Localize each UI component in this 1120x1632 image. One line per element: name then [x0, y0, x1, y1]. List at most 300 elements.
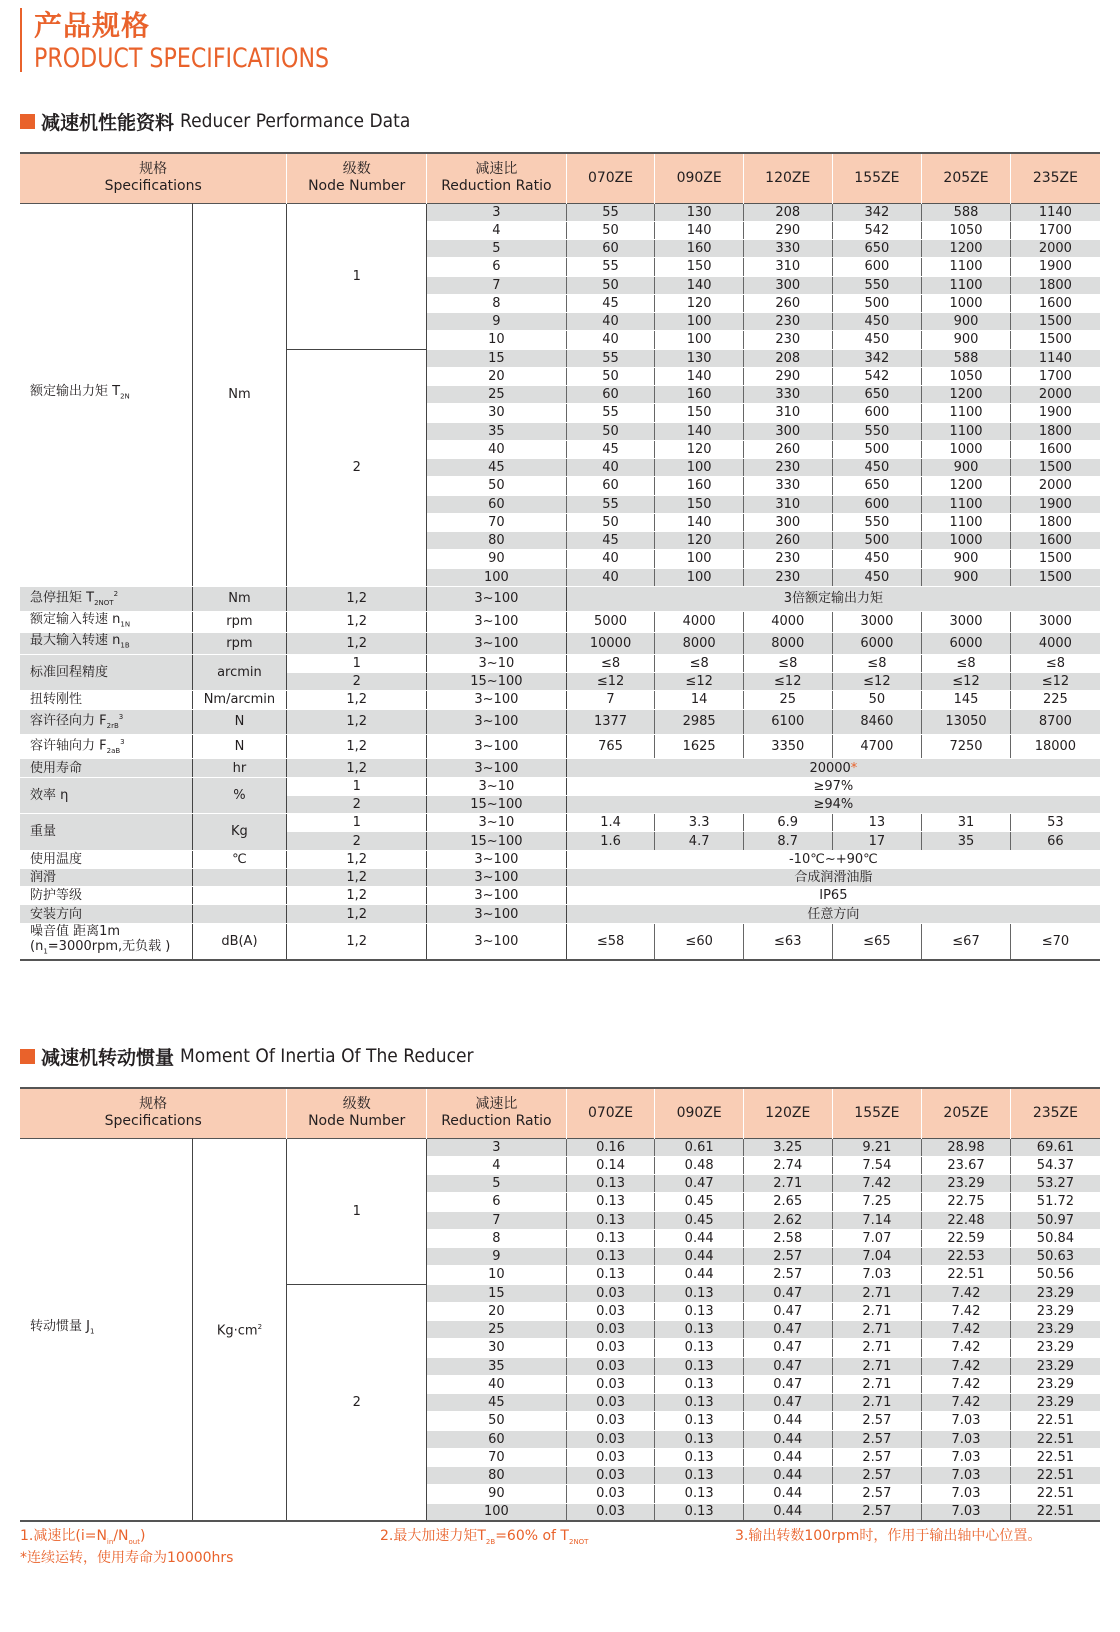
ratio-cell: 3~100	[427, 850, 567, 868]
value-cell: 23.29	[1010, 1302, 1100, 1320]
stage-cell: 2	[287, 1284, 427, 1521]
value-cell: 1600	[1010, 532, 1100, 550]
text: 容许径向力 F	[30, 712, 107, 728]
header-spec-en: Specifications	[104, 1113, 202, 1130]
table-row	[20, 814, 1100, 832]
row-unit: N	[192, 709, 287, 734]
footnote-4: *连续运转，使用寿命为10000hrs	[20, 1550, 234, 1566]
value-cell: 2.71	[832, 1339, 922, 1357]
value-cell: 550	[832, 422, 922, 440]
value-cell: 1100	[922, 495, 1011, 513]
value-cell: 900	[922, 313, 1011, 331]
subscript: 1	[89, 1327, 95, 1336]
text: 额定输出力矩 T	[30, 384, 121, 400]
row-unit: hr	[192, 759, 287, 777]
value-cell: 150	[655, 495, 744, 513]
value-cell: 8460	[832, 709, 922, 734]
value-cell: 60	[566, 477, 655, 495]
page-header	[20, 8, 382, 72]
row-unit	[192, 905, 287, 923]
value-text: 20000	[809, 760, 851, 776]
value-cell: 0.13	[566, 1229, 655, 1247]
ratio-cell: 50	[427, 477, 567, 495]
value-cell: 1500	[1010, 331, 1100, 349]
value-cell: 3.25	[743, 1138, 832, 1156]
stage-cell: 1	[287, 203, 427, 349]
row-label	[20, 868, 192, 886]
ratio-cell: 7	[427, 1211, 567, 1229]
value-cell: 4.7	[655, 832, 744, 850]
value-cell: 9.21	[832, 1138, 922, 1156]
header-spec-en: Specifications	[104, 178, 202, 195]
value-cell: 160	[655, 477, 744, 495]
value-cell: 0.16	[566, 1138, 655, 1156]
table-row	[20, 586, 1100, 611]
table-row	[20, 777, 1100, 795]
ratio-cell: 50	[427, 1412, 567, 1430]
value-cell: 2.57	[832, 1503, 922, 1521]
value-cell: 7.03	[922, 1485, 1011, 1503]
value-cell: 0.13	[655, 1339, 744, 1357]
value-cell: 1.6	[566, 832, 655, 850]
value-cell: 0.47	[743, 1357, 832, 1375]
header-model: 090ZE	[655, 1088, 744, 1138]
value-cell: 450	[832, 459, 922, 477]
ratio-cell: 3~10	[427, 777, 567, 795]
section-title-cn: 减速机转动惯量	[41, 1046, 175, 1069]
value-cell: 22.51	[1010, 1448, 1100, 1466]
value-cell: 23.29	[1010, 1321, 1100, 1339]
value-cell: 2.57	[743, 1266, 832, 1284]
node-cell: 1,2	[287, 734, 427, 759]
ratio-cell: 15~100	[427, 832, 567, 850]
value-cell: 140	[655, 367, 744, 385]
value-cell: 8700	[1010, 709, 1100, 734]
value-cell: ≤8	[1010, 654, 1100, 672]
value-cell: 1050	[922, 367, 1011, 385]
ratio-cell: 9	[427, 1248, 567, 1266]
value-cell: 310	[743, 258, 832, 276]
ratio-cell: 3~10	[427, 654, 567, 672]
value-cell: 55	[566, 258, 655, 276]
value-cell: 0.03	[566, 1394, 655, 1412]
value-cell: 2000	[1010, 386, 1100, 404]
value-cell: 450	[832, 550, 922, 568]
value-cell: 22.59	[922, 1229, 1011, 1247]
value-cell: 450	[832, 331, 922, 349]
value-cell: 22.51	[1010, 1430, 1100, 1448]
table-row	[20, 611, 1100, 633]
row-unit: Kg	[192, 814, 287, 851]
node-cell: 1,2	[287, 850, 427, 868]
text: (n	[30, 938, 44, 954]
value-cell: 23.29	[922, 1175, 1011, 1193]
footnote-text: )	[139, 1528, 146, 1544]
value-cell: 0.13	[566, 1175, 655, 1193]
row-label	[20, 905, 192, 923]
value-cell: 55	[566, 495, 655, 513]
value-cell: 0.13	[655, 1412, 744, 1430]
value-cell: 2.65	[743, 1193, 832, 1211]
text: 急停扭矩 T	[30, 590, 95, 606]
node-cell: 1,2	[287, 633, 427, 655]
text: =3000rpm,无负载 )	[47, 938, 171, 954]
value-cell: 35	[922, 832, 1011, 850]
ratio-cell: 100	[427, 1503, 567, 1521]
value-cell: 230	[743, 459, 832, 477]
ratio-cell: 90	[427, 550, 567, 568]
value-cell: 40	[566, 313, 655, 331]
value-cell: 0.03	[566, 1412, 655, 1430]
ratio-cell: 30	[427, 404, 567, 422]
section-marker-icon	[20, 114, 35, 129]
value-cell: 1100	[922, 404, 1011, 422]
value-cell: 230	[743, 331, 832, 349]
value-cell: 0.47	[743, 1321, 832, 1339]
value-text: 合成润滑油脂	[794, 870, 873, 886]
subscript: 1	[43, 947, 48, 956]
text: 安装方向	[30, 906, 83, 922]
header-model: 235ZE	[1010, 153, 1100, 203]
value-cell: ≤8	[566, 654, 655, 672]
value-cell: 0.13	[566, 1266, 655, 1284]
value-cell: 330	[743, 240, 832, 258]
node-cell: 1,2	[287, 887, 427, 905]
value-cell: 28.98	[922, 1138, 1011, 1156]
value-cell: 230	[743, 313, 832, 331]
value-cell: 0.03	[566, 1503, 655, 1521]
inertia-section-heading	[20, 1043, 506, 1069]
value-cell: 1000	[922, 294, 1011, 312]
value-cell: 140	[655, 422, 744, 440]
value-cell: 2.57	[832, 1448, 922, 1466]
value-cell: 7.42	[922, 1357, 1011, 1375]
value-cell: 588	[922, 349, 1011, 367]
header-node-cn: 级数	[342, 161, 371, 178]
ratio-cell: 20	[427, 367, 567, 385]
value-cell: 50	[832, 691, 922, 709]
header-specifications	[20, 1088, 287, 1138]
inertia-table	[20, 1087, 1100, 1522]
value-cell: 588	[922, 203, 1011, 221]
value-cell: 7.42	[922, 1321, 1011, 1339]
header-ratio-cn: 减速比	[475, 1096, 518, 1113]
value-cell: 2000	[1010, 477, 1100, 495]
node-cell: 1,2	[287, 905, 427, 923]
value-cell: 40	[566, 459, 655, 477]
ratio-cell: 25	[427, 386, 567, 404]
value-cell: 0.47	[743, 1302, 832, 1320]
footnote-text: =60% of T	[495, 1528, 569, 1544]
ratio-cell: 15	[427, 1284, 567, 1302]
text: 额定输入转速 n	[30, 611, 121, 627]
value-cell: 550	[832, 513, 922, 531]
ratio-cell: 20	[427, 1302, 567, 1320]
value-cell: 0.13	[566, 1248, 655, 1266]
value-cell: 0.03	[566, 1485, 655, 1503]
value-cell: 1800	[1010, 513, 1100, 531]
value-cell: 7.25	[832, 1193, 922, 1211]
value-cell: 0.03	[566, 1467, 655, 1485]
value-text: 任意方向	[807, 906, 860, 922]
ratio-cell: 15~100	[427, 673, 567, 691]
value-cell: 2.71	[832, 1284, 922, 1302]
ratio-cell: 25	[427, 1321, 567, 1339]
value-cell: 342	[832, 349, 922, 367]
value-cell: 600	[832, 404, 922, 422]
merged-value-cell	[566, 868, 1100, 886]
node-cell: 1	[287, 654, 427, 672]
value-cell: 310	[743, 495, 832, 513]
value-cell: 0.44	[655, 1248, 744, 1266]
row-unit: %	[192, 777, 287, 814]
superscript: 2	[113, 589, 119, 598]
value-cell: 1100	[922, 513, 1011, 531]
value-cell: ≤12	[832, 673, 922, 691]
value-cell: 8000	[655, 633, 744, 655]
value-cell: 14	[655, 691, 744, 709]
value-cell: 7.03	[832, 1266, 922, 1284]
value-cell: ≤12	[743, 673, 832, 691]
footnote-sub: out	[128, 1537, 140, 1546]
ratio-cell: 8	[427, 1229, 567, 1247]
text: 最大输入转速 n	[30, 633, 121, 649]
footnote-text: 1.减速比(i=N	[20, 1528, 107, 1544]
value-cell: ≤12	[922, 673, 1011, 691]
value-cell: 1500	[1010, 568, 1100, 586]
value-cell: ≤67	[922, 923, 1011, 960]
row-label	[20, 887, 192, 905]
value-cell: 1100	[922, 422, 1011, 440]
value-cell: 1900	[1010, 258, 1100, 276]
superscript: 3	[118, 712, 124, 721]
row-unit: dB(A)	[192, 923, 287, 960]
value-text: -10℃~+90℃	[788, 851, 878, 867]
header-model: 070ZE	[566, 1088, 655, 1138]
ratio-cell: 3~100	[427, 868, 567, 886]
ratio-cell: 3~100	[427, 611, 567, 633]
ratio-cell: 3~100	[427, 759, 567, 777]
value-cell: 10000	[566, 633, 655, 655]
value-cell: 2.71	[832, 1321, 922, 1339]
header-ratio-cn: 减速比	[475, 161, 518, 178]
value-cell: 1700	[1010, 221, 1100, 239]
value-cell: 7.04	[832, 1248, 922, 1266]
value-cell: ≤58	[566, 923, 655, 960]
value-cell: 7.03	[922, 1467, 1011, 1485]
value-cell: 7.07	[832, 1229, 922, 1247]
ratio-cell: 3~100	[427, 887, 567, 905]
subscript: 2N	[120, 392, 130, 401]
merged-value-cell	[566, 887, 1100, 905]
footnote-3: 3.输出转数100rpm时，作用于输出轴中心位置。	[735, 1528, 1042, 1544]
header-reduction-ratio	[427, 153, 567, 203]
text: 转动惯量 J	[30, 1319, 90, 1335]
value-cell: 22.51	[922, 1266, 1011, 1284]
value-cell: 60	[566, 386, 655, 404]
header-specifications	[20, 153, 287, 203]
value-cell: 0.13	[566, 1193, 655, 1211]
section-title-en: Reducer Performance Data	[180, 110, 411, 132]
table-row	[20, 633, 1100, 655]
row-unit	[192, 887, 287, 905]
row-unit: rpm	[192, 611, 287, 633]
header-model: 090ZE	[655, 153, 744, 203]
value-cell: ≤8	[655, 654, 744, 672]
ratio-cell: 15	[427, 349, 567, 367]
value-cell: 8000	[743, 633, 832, 655]
value-cell: 330	[743, 477, 832, 495]
value-cell: 0.03	[566, 1284, 655, 1302]
value-cell: 2.71	[743, 1175, 832, 1193]
subscript: 1N	[120, 620, 131, 629]
value-cell: 140	[655, 276, 744, 294]
value-cell: 1100	[922, 276, 1011, 294]
footnote-2	[380, 1525, 588, 1546]
node-cell: 1	[287, 777, 427, 795]
row-unit	[192, 1138, 287, 1521]
value-cell: 23.29	[1010, 1375, 1100, 1393]
row-unit: ℃	[192, 850, 287, 868]
value-cell: 7	[566, 691, 655, 709]
value-cell: 290	[743, 367, 832, 385]
ratio-cell: 3~10	[427, 814, 567, 832]
value-cell: 100	[655, 313, 744, 331]
section-marker-icon	[20, 1049, 35, 1064]
ratio-cell: 10	[427, 331, 567, 349]
ratio-cell: 9	[427, 313, 567, 331]
value-cell: 3000	[1010, 611, 1100, 633]
value-cell: 900	[922, 568, 1011, 586]
value-cell: 50	[566, 367, 655, 385]
value-cell: 208	[743, 349, 832, 367]
value-cell: 4000	[1010, 633, 1100, 655]
node-cell: 2	[287, 832, 427, 850]
value-cell: 50.84	[1010, 1229, 1100, 1247]
value-cell: 0.13	[655, 1467, 744, 1485]
value-cell: ≤70	[1010, 923, 1100, 960]
value-cell: 0.47	[655, 1175, 744, 1193]
subscript: 2NOT	[94, 598, 114, 607]
row-label	[20, 923, 192, 960]
value-cell: 0.03	[566, 1375, 655, 1393]
value-cell: 130	[655, 349, 744, 367]
text: 使用寿命	[30, 760, 83, 776]
value-cell: 300	[743, 513, 832, 531]
value-cell: 22.53	[922, 1248, 1011, 1266]
value-cell: ≤12	[655, 673, 744, 691]
value-cell: 310	[743, 404, 832, 422]
value-cell: 1600	[1010, 294, 1100, 312]
ratio-cell: 30	[427, 1339, 567, 1357]
value-cell: ≤12	[566, 673, 655, 691]
value-cell: 45	[566, 532, 655, 550]
section-title-cn: 减速机性能资料	[41, 111, 175, 134]
noise-label-line1: 噪音值 距离1m	[30, 923, 121, 939]
value-cell: 45	[566, 294, 655, 312]
value-cell: 100	[655, 550, 744, 568]
value-cell: 0.13	[566, 1211, 655, 1229]
table-row	[20, 203, 1100, 221]
footnote-sub: 2B	[485, 1537, 496, 1546]
value-cell: 23.29	[1010, 1339, 1100, 1357]
table-row	[20, 887, 1100, 905]
value-cell: 120	[655, 294, 744, 312]
value-cell: 550	[832, 276, 922, 294]
value-cell: 18000	[1010, 734, 1100, 759]
value-cell: 6100	[743, 709, 832, 734]
value-cell: 2000	[1010, 240, 1100, 258]
node-cell: 1,2	[287, 691, 427, 709]
value-cell: 300	[743, 422, 832, 440]
value-cell: 0.47	[743, 1339, 832, 1357]
value-cell: 23.67	[922, 1156, 1011, 1174]
merged-value-cell: ≥94%	[566, 795, 1100, 813]
ratio-cell: 3~100	[427, 586, 567, 611]
value-cell: 23.29	[1010, 1357, 1100, 1375]
value-cell: 1500	[1010, 459, 1100, 477]
row-unit: N	[192, 734, 287, 759]
node-cell: 1,2	[287, 586, 427, 611]
ratio-cell: 35	[427, 422, 567, 440]
value-cell: 2.57	[832, 1485, 922, 1503]
value-cell: 7.03	[922, 1412, 1011, 1430]
value-cell: 54.37	[1010, 1156, 1100, 1174]
value-cell: 100	[655, 331, 744, 349]
value-cell: 1800	[1010, 276, 1100, 294]
value-cell: 7.42	[832, 1175, 922, 1193]
value-cell: 6000	[922, 633, 1011, 655]
value-cell: 600	[832, 495, 922, 513]
value-cell: 40	[566, 568, 655, 586]
header-model: 155ZE	[832, 1088, 922, 1138]
value-cell: 8.7	[743, 832, 832, 850]
header-model: 120ZE	[743, 1088, 832, 1138]
value-cell: 22.51	[1010, 1503, 1100, 1521]
value-cell: 230	[743, 550, 832, 568]
row-label	[20, 850, 192, 868]
value-cell: 0.44	[743, 1448, 832, 1466]
table-header-row	[20, 1088, 1100, 1138]
ratio-cell: 40	[427, 1375, 567, 1393]
value-cell: 7.14	[832, 1211, 922, 1229]
ratio-cell: 7	[427, 276, 567, 294]
table-row	[20, 1138, 1100, 1156]
value-cell: 0.44	[655, 1266, 744, 1284]
value-cell: 40	[566, 331, 655, 349]
node-cell: 2	[287, 795, 427, 813]
value-cell: 120	[655, 532, 744, 550]
row-unit: rpm	[192, 633, 287, 655]
value-cell: 500	[832, 532, 922, 550]
ratio-cell: 100	[427, 568, 567, 586]
node-cell: 1	[287, 814, 427, 832]
ratio-cell: 10	[427, 1266, 567, 1284]
value-cell: 230	[743, 568, 832, 586]
value-cell: 0.13	[655, 1485, 744, 1503]
ratio-cell: 35	[427, 1357, 567, 1375]
text: Kg·cm	[216, 1323, 258, 1339]
value-cell: 4000	[743, 611, 832, 633]
header-reduction-ratio	[427, 1088, 567, 1138]
table-row	[20, 654, 1100, 672]
value-cell: 542	[832, 221, 922, 239]
row-unit: Nm	[192, 586, 287, 611]
value-cell: 225	[1010, 691, 1100, 709]
ratio-cell: 45	[427, 1394, 567, 1412]
row-unit: Nm/arcmin	[192, 691, 287, 709]
subscript: 1B	[120, 641, 130, 650]
